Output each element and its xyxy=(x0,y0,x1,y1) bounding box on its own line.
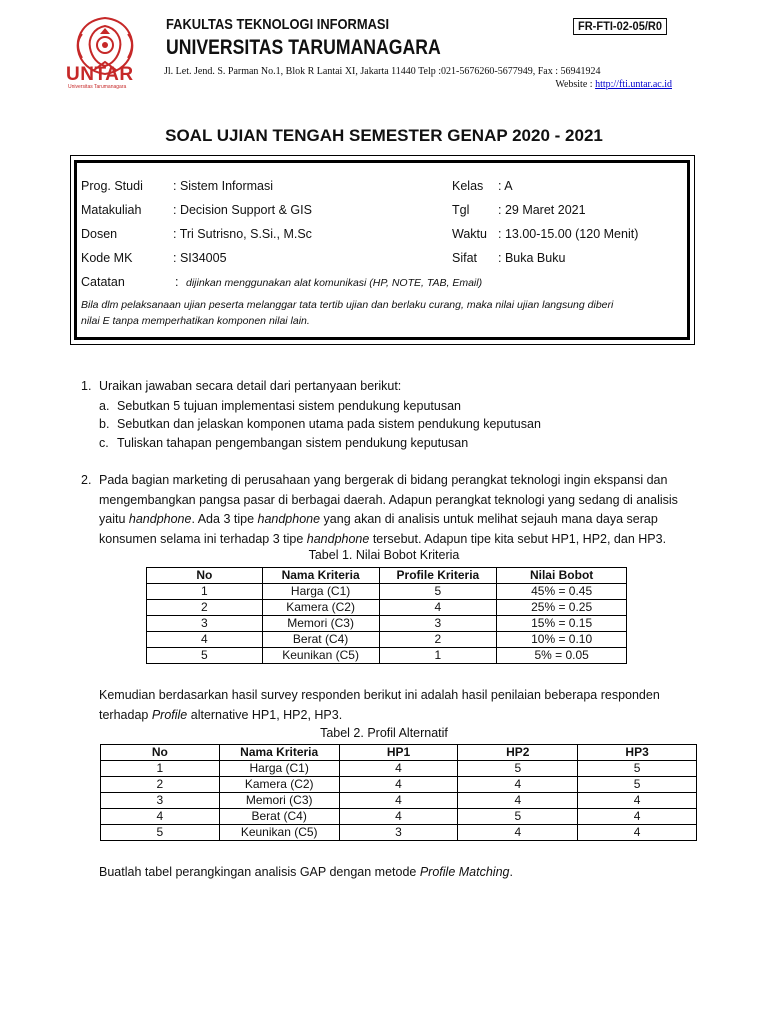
form-code: FR-FTI-02-05/R0 xyxy=(573,18,667,35)
table-row xyxy=(101,793,697,809)
tgl-label: Tgl xyxy=(452,203,470,217)
table-cell: 4 xyxy=(101,809,220,825)
table-cell: 5 xyxy=(458,809,578,825)
table-cell: 5 xyxy=(147,648,263,664)
table-row xyxy=(101,825,697,841)
address-line: Jl. Let. Jend. S. Parman No.1, Blok R Lantai XI, Jakarta 11440 Telp :021-5676260-5677949, Fax : 56941924 xyxy=(164,66,601,77)
kelas-label: Kelas xyxy=(452,179,484,193)
table-cell: 5 xyxy=(458,761,578,777)
survey-line-2b: Profile xyxy=(151,707,188,722)
q1c-text: Tuliskan tahapan pengembangan sistem pendukung keputusan xyxy=(117,436,469,450)
table2-header-cell: No xyxy=(101,745,220,761)
table-cell: Keunikan (C5) xyxy=(219,825,339,841)
q2-line-4 xyxy=(99,530,699,550)
q2-line-4b: handphone xyxy=(306,531,370,546)
table-cell: 10% = 0.10 xyxy=(497,632,627,648)
table-row xyxy=(101,777,697,793)
final-instruction-a: Buatlah tabel perangkingan analisis GAP dengan metode xyxy=(99,865,420,879)
q2-line-3a: yaitu xyxy=(99,512,129,526)
table-cell: 3 xyxy=(339,825,458,841)
q1a-label: a. xyxy=(99,399,110,413)
table-cell: 1 xyxy=(147,584,263,600)
table2-header-cell: HP3 xyxy=(578,745,697,761)
matkul-label: Matakuliah xyxy=(81,203,142,217)
matkul-value: : Decision Support & GIS xyxy=(173,203,312,217)
kelas-value: : A xyxy=(498,179,513,193)
website-label: Website : xyxy=(555,79,593,90)
table-row xyxy=(101,809,697,825)
table-cell: 4 xyxy=(578,809,697,825)
catatan-value: dijinkan menggunakan alat komunikasi (HP, NOTE, TAB, Email) xyxy=(186,277,483,289)
table-cell: Harga (C1) xyxy=(262,584,379,600)
table-cell: 2 xyxy=(379,632,497,648)
table-cell: 2 xyxy=(147,600,263,616)
table-cell: 2 xyxy=(101,777,220,793)
exam-title: SOAL UJIAN TENGAH SEMESTER GENAP 2020 - 2021 xyxy=(165,126,603,145)
tgl-value: : 29 Maret 2021 xyxy=(498,203,586,217)
table-cell: Harga (C1) xyxy=(219,761,339,777)
q2-paragraph xyxy=(99,471,699,549)
table-cell: Keunikan (C5) xyxy=(262,648,379,664)
sifat-value: : Buka Buku xyxy=(498,251,566,265)
table-row xyxy=(147,616,627,632)
logo-subtext: Universitas Tarumanagara xyxy=(68,84,127,90)
dosen-label: Dosen xyxy=(81,227,118,241)
q2-line-3b: handphone xyxy=(128,512,192,526)
sifat-label: Sifat xyxy=(452,251,478,265)
final-instruction-c: . xyxy=(509,865,513,879)
table-row xyxy=(147,600,627,616)
q2-line-3c: . Ada 3 tipe xyxy=(191,512,258,526)
table-cell: 1 xyxy=(379,648,497,664)
table1-header-cell: No xyxy=(147,568,263,584)
table-cell: 4 xyxy=(578,825,697,841)
survey-paragraph xyxy=(99,686,719,725)
table-cell: 25% = 0.25 xyxy=(497,600,627,616)
survey-line-1: Kemudian berdasarkan hasil survey responden berikut ini adalah hasil penilaian beberapa responden xyxy=(99,688,660,702)
criteria-weight-table xyxy=(146,567,627,664)
faculty-name: FAKULTAS TEKNOLOGI INFORMASI xyxy=(166,16,390,33)
table-cell: 4 xyxy=(339,761,458,777)
q1b-label: b. xyxy=(99,417,110,431)
table-cell: 4 xyxy=(578,793,697,809)
website-link[interactable]: http://fti.untar.ac.id xyxy=(595,79,672,90)
table-cell: 4 xyxy=(458,777,578,793)
q1-text: Uraikan jawaban secara detail dari pertanyaan berikut: xyxy=(99,379,402,393)
table-cell: 4 xyxy=(339,793,458,809)
catatan-colon: : xyxy=(175,275,179,289)
dosen-value: : Tri Sutrisno, S.Si., M.Sc xyxy=(173,227,312,241)
table-cell: 4 xyxy=(379,600,497,616)
table2-header-cell: HP2 xyxy=(458,745,578,761)
table-cell: Memori (C3) xyxy=(262,616,379,632)
table-cell: 5 xyxy=(578,777,697,793)
table-cell: 3 xyxy=(379,616,497,632)
table-row xyxy=(147,648,627,664)
q2-line-2: mengembangkan pangsa pasar di berbagai daerah. Adapun perangkat teknologi yang sedang di analisis xyxy=(99,492,678,507)
q2-line-3e: yang akan di analisis untuk melihat sejauh mana daya serap xyxy=(320,512,658,526)
table-cell: Kamera (C2) xyxy=(262,600,379,616)
table-cell: 5 xyxy=(101,825,220,841)
q1c-label: c. xyxy=(99,436,109,450)
logo-wordmark: UNTAR xyxy=(66,64,134,85)
table1-header-cell: Profile Kriteria xyxy=(379,568,497,584)
table-row xyxy=(147,584,627,600)
table-cell: 5 xyxy=(379,584,497,600)
university-name: UNIVERSITAS TARUMANAGARA xyxy=(166,36,441,59)
q2-line-4c: tersebut. Adapun tipe kita sebut HP1, HP2, dan HP3. xyxy=(369,531,667,546)
final-instruction-b: Profile Matching xyxy=(419,865,510,879)
website-line xyxy=(555,79,672,90)
table1-caption: Tabel 1. Nilai Bobot Kriteria xyxy=(308,548,460,562)
q2-line-3d: handphone xyxy=(257,512,321,526)
waktu-value: : 13.00-15.00 (120 Menit) xyxy=(498,227,639,241)
table-cell: 15% = 0.15 xyxy=(497,616,627,632)
table-cell: Berat (C4) xyxy=(219,809,339,825)
prodi-value: : Sistem Informasi xyxy=(173,179,274,193)
warning-line-1: Bila dlm pelaksanaan ujian peserta melanggar tata tertib ujian dan berlaku curang, maka nilai ujian langsung diberi xyxy=(81,299,614,311)
table1-header-cell: Nama Kriteria xyxy=(262,568,379,584)
q2-line-1: Pada bagian marketing di perusahaan yang bergerak di bidang perangkat teknologi ingin ekspansi dan xyxy=(99,473,668,487)
table-cell: Berat (C4) xyxy=(262,632,379,648)
q2-line-3 xyxy=(99,510,699,530)
q1-number: 1. xyxy=(81,379,92,393)
survey-line-2a: terhadap xyxy=(99,707,152,722)
table-row xyxy=(147,632,627,648)
table-cell: 5 xyxy=(578,761,697,777)
table-cell: Memori (C3) xyxy=(219,793,339,809)
table-cell: 1 xyxy=(101,761,220,777)
survey-line-2c: alternative HP1, HP2, HP3. xyxy=(187,707,343,722)
table-cell: 5% = 0.05 xyxy=(497,648,627,664)
kode-label: Kode MK xyxy=(81,251,133,265)
prodi-label: Prog. Studi xyxy=(81,179,143,193)
table-cell: 3 xyxy=(101,793,220,809)
waktu-label: Waktu xyxy=(452,227,487,241)
warning-line-2: nilai E tanpa memperhatikan komponen nilai lain. xyxy=(81,315,310,327)
table1-header-cell: Nilai Bobot xyxy=(497,568,627,584)
table-cell: 4 xyxy=(339,809,458,825)
table2-header-cell: HP1 xyxy=(339,745,458,761)
table-row xyxy=(101,761,697,777)
q1b-text: Sebutkan dan jelaskan komponen utama pada sistem pendukung keputusan xyxy=(117,417,541,431)
table-cell: 4 xyxy=(458,793,578,809)
final-instruction xyxy=(99,865,513,879)
alternative-profile-table xyxy=(100,744,697,841)
q2-line-4a: konsumen selama ini terhadap 3 tipe xyxy=(99,531,307,546)
table2-header-row xyxy=(101,745,697,761)
survey-line-2 xyxy=(99,706,719,726)
table-cell: 4 xyxy=(339,777,458,793)
table1-header-row xyxy=(147,568,627,584)
table-cell: 4 xyxy=(458,825,578,841)
kode-value: : SI34005 xyxy=(173,251,227,265)
table-cell: Kamera (C2) xyxy=(219,777,339,793)
q2-number: 2. xyxy=(81,473,92,487)
catatan-label: Catatan xyxy=(81,275,125,289)
table-cell: 4 xyxy=(147,632,263,648)
q1a-text: Sebutkan 5 tujuan implementasi sistem pendukung keputusan xyxy=(117,399,461,413)
table-cell: 3 xyxy=(147,616,263,632)
table2-caption: Tabel 2. Profil Alternatif xyxy=(320,726,448,740)
table2-header-cell: Nama Kriteria xyxy=(219,745,339,761)
table-cell: 45% = 0.45 xyxy=(497,584,627,600)
